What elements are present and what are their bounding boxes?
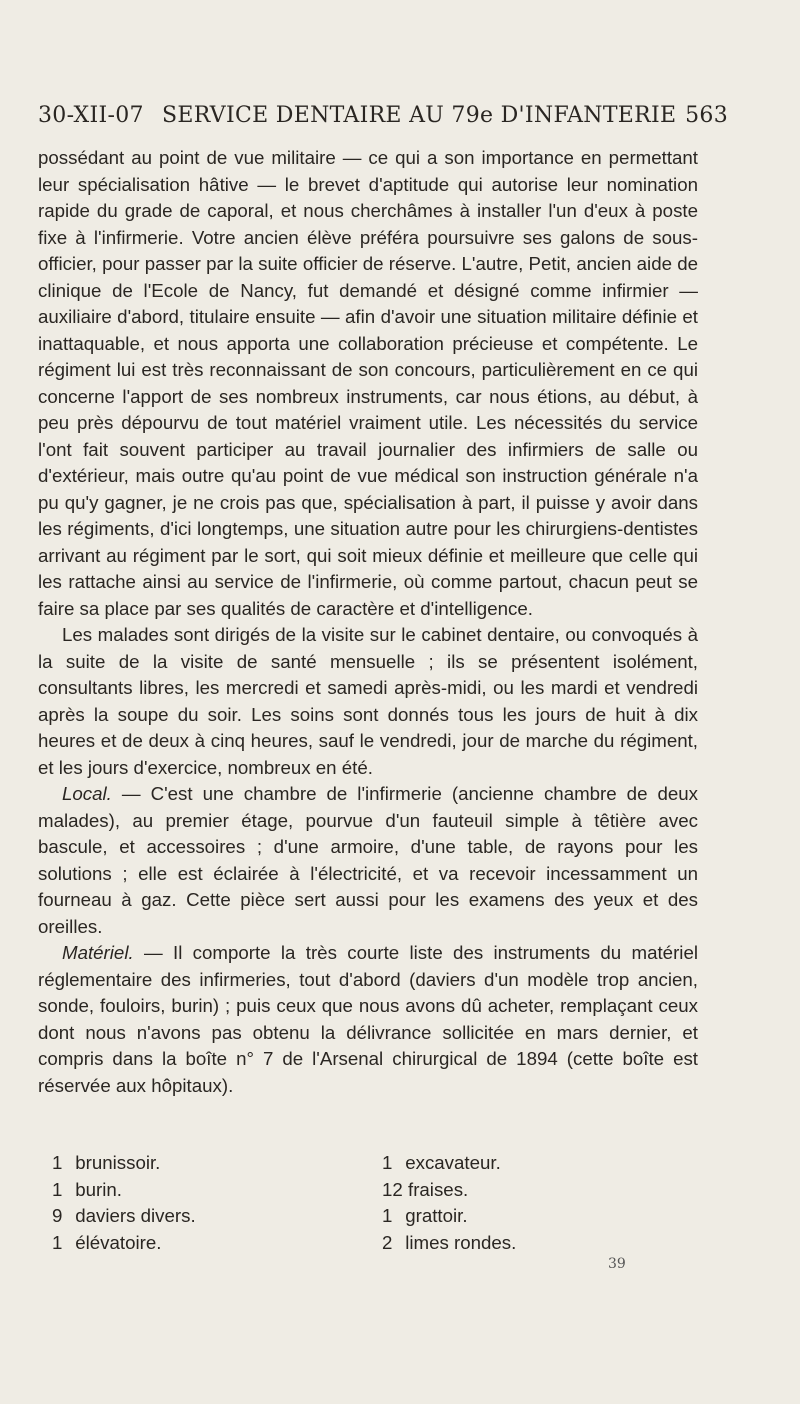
- running-title: SERVICE DENTAIRE AU 79e D'INFANTERIE: [162, 103, 677, 128]
- list-item: 1 excavateur.: [382, 1152, 501, 1173]
- body-text: [38, 145, 698, 1099]
- page-number: 563: [685, 103, 728, 128]
- local-text: — C'est une chambre de l'infirmerie (ancienne chambre de deux malades), au premier étage, pourvue d'un fauteuil simple à têtière avec bascule, et accessoires ; d'une armoire, d'une table, de rayons pour les solutions ; elle est éclairée à l'électricité, et va recevoir incessamment un fourneau à gaz. Cette pièce sert aussi pour les examens des yeux et des oreilles.: [38, 783, 698, 937]
- list-item: 2 limes rondes.: [382, 1231, 517, 1253]
- paragraph-materiel: [38, 940, 698, 1099]
- list-item: 1 élévatoire.: [52, 1231, 162, 1253]
- local-heading: Local.: [62, 783, 112, 804]
- list-row: [52, 1150, 652, 1177]
- list-item: 1 burin.: [52, 1178, 122, 1200]
- list-row: [52, 1230, 652, 1257]
- sheet-signature: 39: [608, 1256, 626, 1272]
- materiel-text: — Il comporte la très courte liste des instruments du matériel réglementaire des infirmeries, tout d'abord (daviers d'un modèle trop ancien, sonde, fouloirs, burin) ; puis ceux que nous avons dû acheter, remplaçant ceux dont nous n'avons pas obtenu la délivrance sollicitée en mars dernier, et compris dans la boîte n° 7 de l'Arsenal chirurgical de 1894 (cette boîte est réservée aux hôpitaux).: [38, 942, 698, 1096]
- paragraph-patients: Les malades sont dirigés de la visite sur le cabinet dentaire, ou convoqués à la suite de la visite de santé mensuelle ; ils se présentent isolément, consultants libres, les mercredi et samedi après-midi, ou les mardi et vendredi après la soupe du soir. Les soins sont donnés tous les jours de huit à dix heures et de deux à cinq heures, sauf le vendredi, jour de marche du régiment, et les jours d'exercice, nombreux en été.: [38, 624, 698, 778]
- list-item: 1 brunissoir.: [52, 1152, 161, 1173]
- materiel-heading: Matériel.: [62, 942, 134, 963]
- paragraph-staff: possédant au point de vue militaire — ce qui a son importance en permettant leur spécialisation hâtive — le brevet d'aptitude qui autorise leur nomination rapide du grade de caporal, et nous cherchâmes à installer l'un d'eux à poste fixe à l'infirmerie. Votre ancien élève préféra poursuivre ses galons de sous-officier, pour passer par la suite officier de réserve. L'autre, Petit, ancien aide de clinique de l'Ecole de Nancy, fut demandé et désigné comme infirmier — auxiliaire d'abord, titulaire ensuite — afin d'avoir une situation militaire définie et inattaquable, et nous apporta une collaboration précieuse et compétente. Le régiment lui est très reconnaissant de son concours, particulièrement en ce qui concerne l'apport de ses nombreux instruments, car nous étions, au début, à peu près dépourvu de tout matériel vraiment utile. Les nécessités du service l'ont fait souvent participer au travail journalier des infirmiers de salle ou d'extérieur, mais outre qu'au point de vue médical son instruction générale n'a pu qu'y gagner, je ne crois pas que, spécialisation à part, il puisse y avoir dans les régiments, d'ici longtemps, une situation autre pour les chirurgiens-dentistes arrivant au régiment par le sort, qui soit mieux définie et meilleure que celle qui les rattache ainsi au service de l'infirmerie, où comme partout, chacun peut se faire sa place par ses qualités de caractère et d'intelligence.: [38, 147, 698, 619]
- list-item: 12 fraises.: [382, 1178, 469, 1200]
- list-row: [52, 1177, 652, 1204]
- list-row: [52, 1203, 652, 1230]
- list-item: 1 grattoir.: [382, 1205, 468, 1226]
- date-folio: 30-XII-07: [38, 103, 144, 128]
- paragraph-local: [38, 781, 698, 940]
- instrument-list: [52, 1150, 652, 1256]
- list-item: 9 daviers divers.: [52, 1205, 196, 1226]
